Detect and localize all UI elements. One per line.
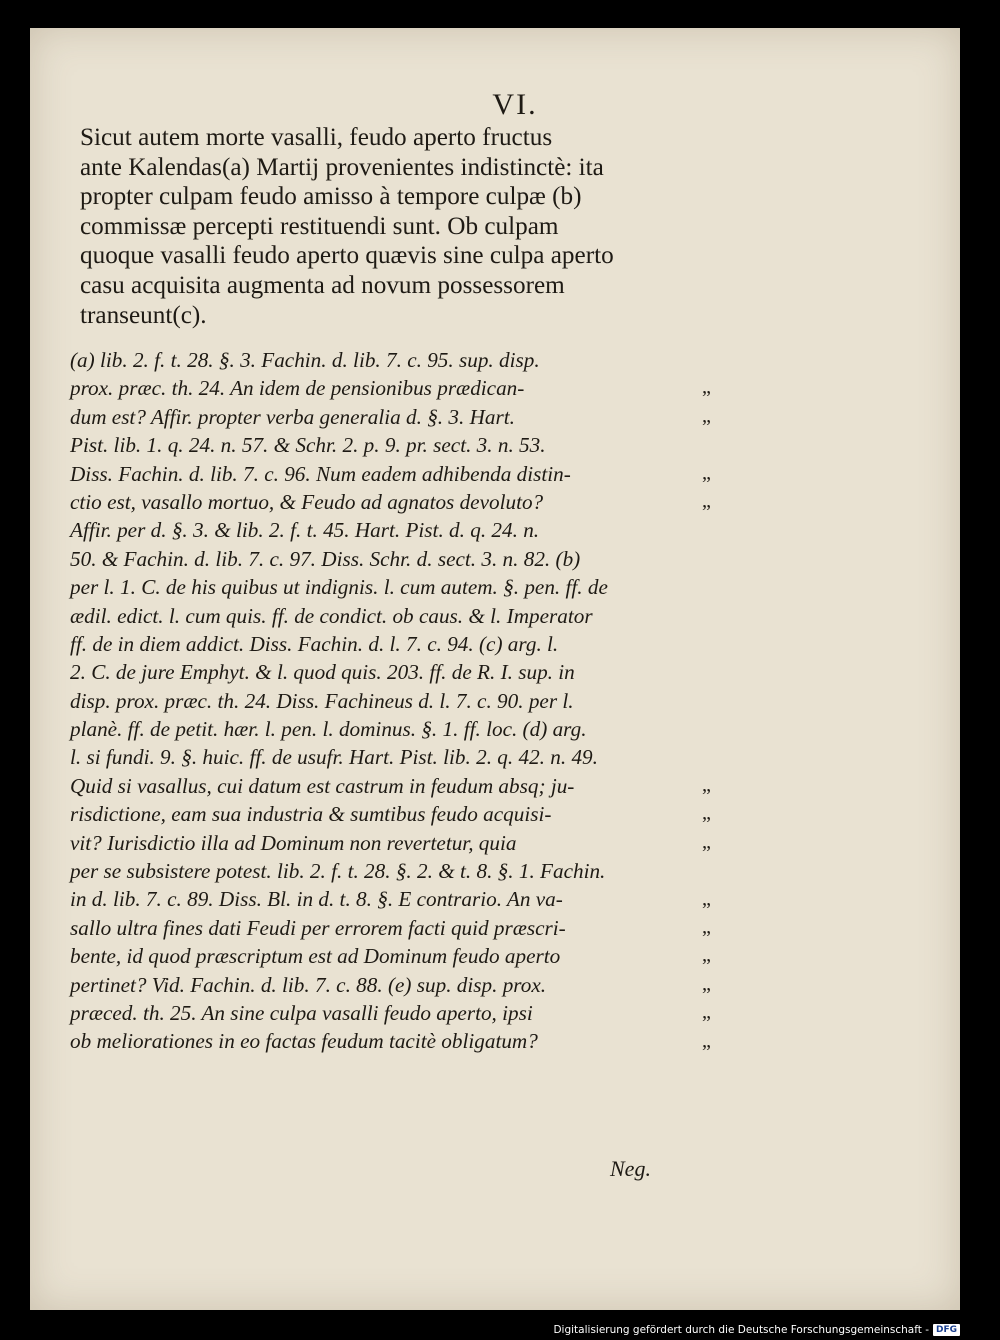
quotation-marker: „ [702, 802, 711, 825]
note-line: per l. 1. C. de his quibus ut indignis. l. cum autem. §. pen. ff. de [70, 575, 608, 600]
body-line: transeunt(c). [80, 301, 207, 329]
note-line: disp. prox. præc. th. 24. Diss. Fachineus d. l. 7. c. 90. per l. [70, 688, 574, 713]
body-line: quoque vasalli feudo aperto quævis sine culpa aperto [80, 242, 614, 270]
note-line: risdictione, eam sua industria & sumtibus feudo acquisi- [70, 802, 552, 827]
note-line: l. si fundi. 9. §. huic. ff. de usufr. Hart. Pist. lib. 2. q. 42. n. 49. [70, 745, 598, 770]
section-heading: VI. [492, 88, 538, 121]
body-line: propter culpam feudo amisso à tempore culpæ (b) [80, 183, 582, 211]
quotation-marker: „ [702, 774, 711, 796]
note-line: ædil. edict. l. cum quis. ff. de condict. ob caus. & l. Imperator [70, 603, 593, 628]
note-line: Quid si vasallus, cui datum est castrum in feudum absq; ju- [70, 773, 575, 798]
note-line: 50. & Fachin. d. lib. 7. c. 97. Diss. Schr. d. sect. 3. n. 82. (b) [70, 546, 581, 571]
note-line: (a) lib. 2. f. t. 28. §. 3. Fachin. d. lib. 7. c. 95. sup. disp. [70, 348, 540, 372]
note-line: 2. C. de jure Emphyt. & l. quod quis. 203. ff. de R. I. sup. in [70, 660, 575, 685]
note-line: Affir. per d. §. 3. & lib. 2. f. t. 45. Hart. Pist. d. q. 24. n. [70, 518, 540, 543]
note-line: in d. lib. 7. c. 89. Diss. Bl. in d. t. 8. §. E contrario. An va- [70, 887, 563, 912]
quotation-marker: „ [702, 916, 711, 938]
quotation-marker: „ [702, 1001, 711, 1024]
quotation-marker: „ [702, 461, 711, 484]
quotation-marker: „ [702, 1029, 711, 1052]
note-line: dum est? Affir. propter verba generalia d. §. 3. Hart. [70, 404, 515, 429]
quotation-marker: „ [702, 376, 711, 399]
note-line: præced. th. 25. An sine culpa vasalli feudo aperto, ipsi [70, 1000, 533, 1025]
note-line: Pist. lib. 1. q. 24. n. 57. & Schr. 2. p. 9. pr. sect. 3. n. 53. [70, 433, 546, 458]
funding-note: Digitalisierung gefördert durch die Deutsche Forschungsgemeinschaft - [553, 1324, 929, 1336]
note-line: pertinet? Vid. Fachin. d. lib. 7. c. 88. (e) sup. disp. prox. [70, 972, 547, 997]
body-line: commissæ percepti restituendi sunt. Ob culpam [80, 212, 559, 240]
quotation-marker: „ [702, 944, 711, 967]
body-line: ante Kalendas(a) Martij provenientes indistinctè: ita [80, 153, 604, 181]
body-line: casu acquisita augmenta ad novum possessorem [80, 271, 565, 299]
note-line: ctio est, vasallo mortuo, & Feudo ad agnatos devoluto? [70, 489, 544, 514]
note-line: Diss. Fachin. d. lib. 7. c. 96. Num eadem adhibenda distin- [70, 461, 571, 486]
body-line: Sicut autem morte vasalli, feudo aperto fructus [80, 124, 553, 151]
quotation-marker: „ [702, 404, 711, 427]
footnotes [70, 346, 700, 1056]
digitization-footer [553, 1324, 960, 1336]
dfg-logo: DFG [933, 1324, 960, 1336]
book-page [30, 28, 960, 1310]
catchword: Neg. [610, 1156, 651, 1181]
main-paragraph [80, 123, 740, 330]
quotation-marker: „ [702, 830, 711, 853]
note-line: sallo ultra fines dati Feudi per errorem facti quid præscri- [70, 915, 566, 940]
note-line: per se subsistere potest. lib. 2. f. t. 28. §. 2. & t. 8. §. 1. Fachin. [70, 859, 606, 884]
note-line: planè. ff. de petit. hær. l. pen. l. dominus. §. 1. ff. loc. (d) arg. [70, 717, 587, 742]
quotation-marker: „ [702, 887, 711, 910]
quotation-marker: „ [702, 490, 711, 512]
note-line: bente, id quod præscriptum est ad Dominum feudo aperto [70, 944, 561, 969]
note-line: vit? Iurisdictio illa ad Dominum non revertetur, quia [70, 830, 517, 855]
note-line: prox. præc. th. 24. An idem de pensionibus prædican- [70, 376, 525, 401]
quotation-marker: „ [702, 972, 711, 995]
note-line: ob meliorationes in eo factas feudum tacitè obligatum? [70, 1029, 538, 1054]
note-line: ff. de in diem addict. Diss. Fachin. d. l. 7. c. 94. (c) arg. l. [70, 631, 559, 656]
